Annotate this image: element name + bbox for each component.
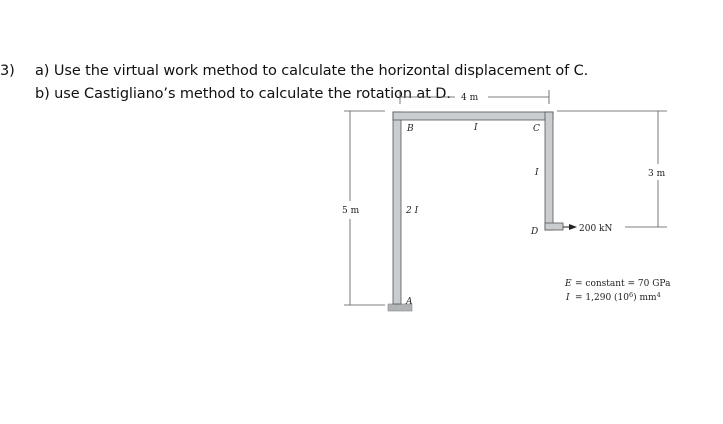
- label-cd-i: I: [535, 168, 539, 178]
- label-point-b: B: [407, 124, 414, 134]
- load-arrow-head: [569, 224, 577, 230]
- prop-e-text: = constant = 70 GPa: [575, 279, 671, 289]
- label-point-c: C: [533, 124, 540, 134]
- stub-d: [545, 223, 563, 230]
- label-beam-i: I: [474, 123, 478, 133]
- dim-right-label: 3 m: [648, 169, 666, 179]
- question-part-a-text: a) Use the virtual work method to calculate the horizontal displacement of C.: [35, 63, 589, 79]
- load-label: 200 kN: [579, 224, 613, 234]
- label-point-a: A: [406, 297, 413, 307]
- column-ab: [393, 112, 401, 304]
- dim-left-label: 5 m: [342, 206, 360, 216]
- prop-i-text: = 1,290 $(10^6)$ $mm^4$: [575, 291, 661, 303]
- label-column-2i: 2 I: [406, 206, 419, 216]
- label-point-d: D: [531, 227, 539, 237]
- prop-i-symbol: I: [566, 293, 570, 303]
- beam-bc: [393, 112, 553, 120]
- member-cd: [545, 112, 553, 230]
- dim-top-label: 4 m: [461, 93, 479, 103]
- question-number: 3): [0, 63, 15, 79]
- prop-e-symbol: E: [565, 279, 572, 289]
- question-part-b-text: b) use Castigliano’s method to calculate the rotation at D.: [35, 86, 451, 102]
